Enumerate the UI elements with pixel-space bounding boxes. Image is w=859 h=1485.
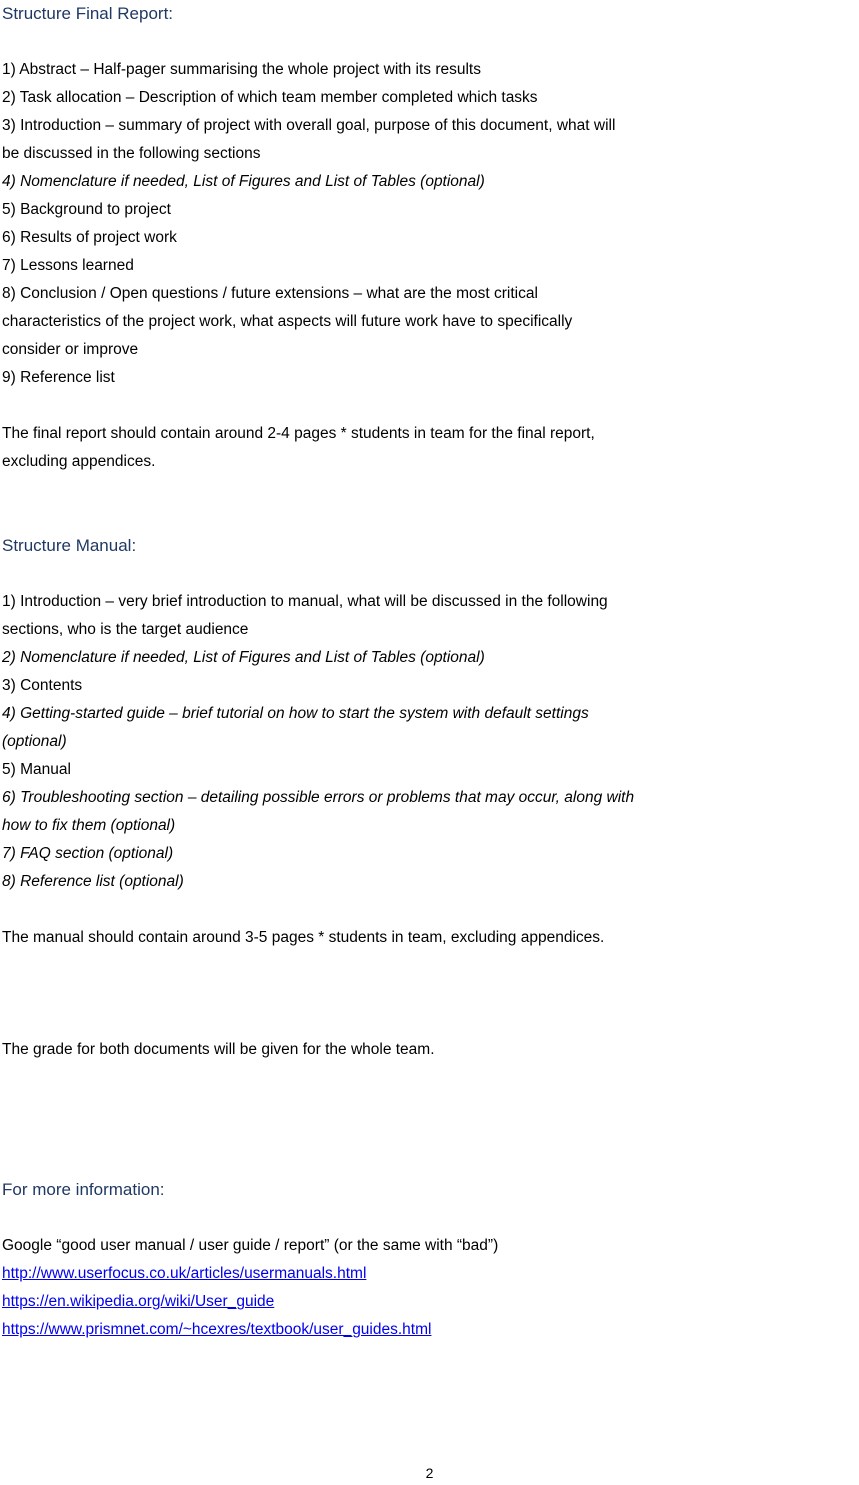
link-row bbox=[2, 1288, 857, 1316]
link-wikipedia[interactable]: https://en.wikipedia.org/wiki/User_guide bbox=[2, 1293, 275, 1310]
manual-length-note: The manual should contain around 3-5 pages * students in team, excluding appendices. bbox=[2, 929, 605, 946]
manual-item-getting-started: 4) Getting-started guide – brief tutorial on how to start the system with default settings bbox=[2, 705, 589, 722]
report-length-note-cont: excluding appendices. bbox=[2, 453, 156, 470]
spacer bbox=[2, 980, 857, 1008]
spacer bbox=[2, 1120, 857, 1148]
link-row bbox=[2, 1260, 857, 1288]
report-item-reference-list: 9) Reference list bbox=[2, 369, 115, 386]
report-item-introduction-cont: be discussed in the following sections bbox=[2, 145, 261, 162]
spacer bbox=[2, 504, 857, 532]
report-item-abstract: 1) Abstract – Half-pager summarising the whole project with its results bbox=[2, 61, 481, 78]
report-item-conclusion: 8) Conclusion / Open questions / future extensions – what are the most critical bbox=[2, 285, 538, 302]
spacer bbox=[2, 560, 857, 588]
link-row bbox=[2, 1316, 857, 1344]
final-report-heading: Structure Final Report: bbox=[2, 4, 174, 23]
spacer bbox=[2, 1148, 857, 1176]
manual-item-troubleshooting: 6) Troubleshooting section – detailing possible errors or problems that may occur, along with bbox=[2, 789, 635, 806]
manual-item-introduction: 1) Introduction – very brief introduction to manual, what will be discussed in the following bbox=[2, 593, 608, 610]
manual-item-troubleshooting-cont: how to fix them (optional) bbox=[2, 817, 176, 834]
spacer bbox=[2, 1064, 857, 1092]
report-item-conclusion-cont-1: characteristics of the project work, what aspects will future work have to specifically bbox=[2, 313, 573, 330]
report-item-conclusion-cont-2: consider or improve bbox=[2, 341, 139, 358]
document-content bbox=[2, 0, 857, 1344]
manual-item-faq: 7) FAQ section (optional) bbox=[2, 845, 174, 862]
report-item-task-allocation: 2) Task allocation – Description of which team member completed which tasks bbox=[2, 89, 538, 106]
manual-item-nomenclature: 2) Nomenclature if needed, List of Figures and List of Tables (optional) bbox=[2, 649, 485, 666]
report-length-note: The final report should contain around 2-4 pages * students in team for the final report, bbox=[2, 425, 595, 442]
spacer bbox=[2, 1204, 857, 1232]
report-item-lessons: 7) Lessons learned bbox=[2, 257, 134, 274]
link-userfocus[interactable]: http://www.userfocus.co.uk/articles/usermanuals.html bbox=[2, 1265, 367, 1282]
manual-item-introduction-cont: sections, who is the target audience bbox=[2, 621, 249, 638]
manual-heading: Structure Manual: bbox=[2, 536, 137, 555]
spacer bbox=[2, 896, 857, 924]
report-item-introduction: 3) Introduction – summary of project with overall goal, purpose of this document, what will bbox=[2, 117, 616, 134]
grade-note: The grade for both documents will be given for the whole team. bbox=[2, 1041, 435, 1058]
report-item-background: 5) Background to project bbox=[2, 201, 171, 218]
google-search-line: Google “good user manual / user guide / report” (or the same with “bad”) bbox=[2, 1237, 499, 1254]
spacer bbox=[2, 392, 857, 420]
report-item-nomenclature: 4) Nomenclature if needed, List of Figures and List of Tables (optional) bbox=[2, 173, 485, 190]
spacer bbox=[2, 28, 857, 56]
spacer bbox=[2, 1008, 857, 1036]
spacer bbox=[2, 1092, 857, 1120]
manual-item-manual: 5) Manual bbox=[2, 761, 71, 778]
manual-item-contents: 3) Contents bbox=[2, 677, 83, 694]
link-prismnet[interactable]: https://www.prismnet.com/~hcexres/textbook/user_guides.html bbox=[2, 1321, 432, 1338]
report-item-results: 6) Results of project work bbox=[2, 229, 177, 246]
spacer bbox=[2, 476, 857, 504]
more-info-heading: For more information: bbox=[2, 1180, 165, 1199]
spacer bbox=[2, 952, 857, 980]
page-number: 2 bbox=[425, 1465, 434, 1481]
manual-item-reference-list: 8) Reference list (optional) bbox=[2, 873, 184, 890]
manual-item-getting-started-cont: (optional) bbox=[2, 733, 67, 750]
